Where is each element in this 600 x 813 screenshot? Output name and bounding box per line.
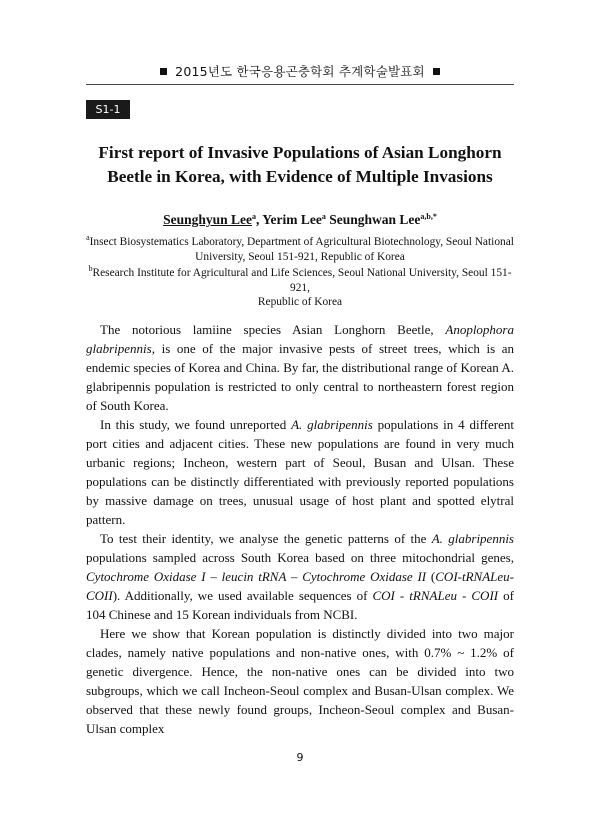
abstract-paragraph	[86, 415, 514, 529]
species-name: A. glabripennis	[291, 417, 373, 432]
paragraph-text: The notorious lamiine species Asian Longhorn Beetle,	[100, 322, 446, 337]
gene-name: Cytochrome Oxidase I – leucin tRNA – Cytochrome Oxidase II	[86, 569, 427, 584]
paper-title	[86, 141, 514, 189]
affiliation	[86, 266, 514, 310]
abstract-paragraph	[86, 320, 514, 415]
paragraph-text: In this study, we found unreported	[100, 417, 292, 432]
affiliation-superscript: b	[88, 264, 93, 273]
author-list: Seunghyun Lee$^a$, Yerim Lee$^a$ Seunghwan Lee$^{a,b,*}$	[163, 212, 437, 227]
affiliation-line: Insect Biosystematics Laboratory, Department of Agricultural Biotechnology, Seoul National	[89, 236, 514, 248]
title-line-2: Beetle in Korea, with Evidence of Multiple Invasions	[107, 167, 493, 186]
affiliation-line: University, Seoul 151-921, Republic of Korea	[195, 250, 405, 263]
header-divider	[86, 84, 514, 85]
abstract-paragraph: Here we show that Korean population is distinctly divided into two major clades, namely native populations and non-native ones, with 0.7% ~ 1.2% of genetic divergence. Hence, the non-native ones can be divided into two subgroups, which we call Incheon-Seoul complex and Busan-Ulsan complex. We observed that these newly found groups, Incheon-Seoul complex and Busan-Ulsan complex	[86, 626, 514, 736]
square-bullet-icon	[433, 68, 440, 75]
paragraph-text: To test their identity, we analyse the genetic patterns of the	[100, 531, 432, 546]
running-header-text: 2015년도 한국응용곤충학회 추계학술발표회	[175, 64, 425, 79]
paragraph-text: is one of the major invasive pests of street trees, which is an endemic species of Korea and China. By far, the distributional range of Korean A. glabripennis population is restricted to only central to northeastern forest region of South Korea.	[86, 341, 514, 413]
author-name: Seunghwan Lee	[329, 212, 421, 227]
square-bullet-icon	[160, 68, 167, 75]
session-badge: S1-1	[86, 100, 130, 119]
author-superscript: a	[321, 212, 326, 221]
paragraph-text: ). Additionally, we used available sequences of	[112, 588, 373, 603]
affiliation-superscript: a	[86, 233, 90, 242]
gene-name: COI - tRNALeu - COII	[372, 588, 499, 603]
paragraph-text: of 104 Chinese and 15 Korean individuals from NCBI.	[86, 588, 514, 622]
gene-name: COI-tRNALeu-COII	[86, 569, 514, 603]
species-name: Anoplophora glabripennis,	[86, 322, 514, 356]
affiliation-line: Republic of Korea	[257, 296, 343, 308]
author-superscript: a	[252, 212, 257, 221]
abstract-body	[86, 320, 514, 738]
author-name: Yerim Lee	[262, 212, 322, 227]
species-name: A. glabripennis	[431, 531, 514, 546]
running-header	[0, 62, 600, 80]
paragraph-text: populations in 4 different port cities and adjacent cities. These new populations are found in very much urbanic regions; Incheon, western part of Seoul, Busan and Ulsan. These populations can be distinctly differentiated with previously reported populations by massive damage on trees, unusual usage of host plant and spotted elytral pattern.	[86, 417, 514, 527]
paragraph-text: populations sampled across South Korea based on three mitochondrial genes,	[86, 550, 514, 565]
affiliation-line: Research Institute for Agricultural and Life Sciences, Seoul National University, Seoul 151-921,	[92, 267, 512, 294]
affiliation	[86, 235, 514, 264]
author-superscript: a,b,*	[420, 212, 437, 221]
abstract-paragraph	[86, 529, 514, 624]
page-number: 9	[296, 751, 304, 764]
paragraph-text: (	[426, 569, 436, 584]
author-name: Seunghyun Lee	[163, 212, 253, 227]
title-line-1: First report of Invasive Populations of Asian Longhorn	[98, 143, 502, 162]
